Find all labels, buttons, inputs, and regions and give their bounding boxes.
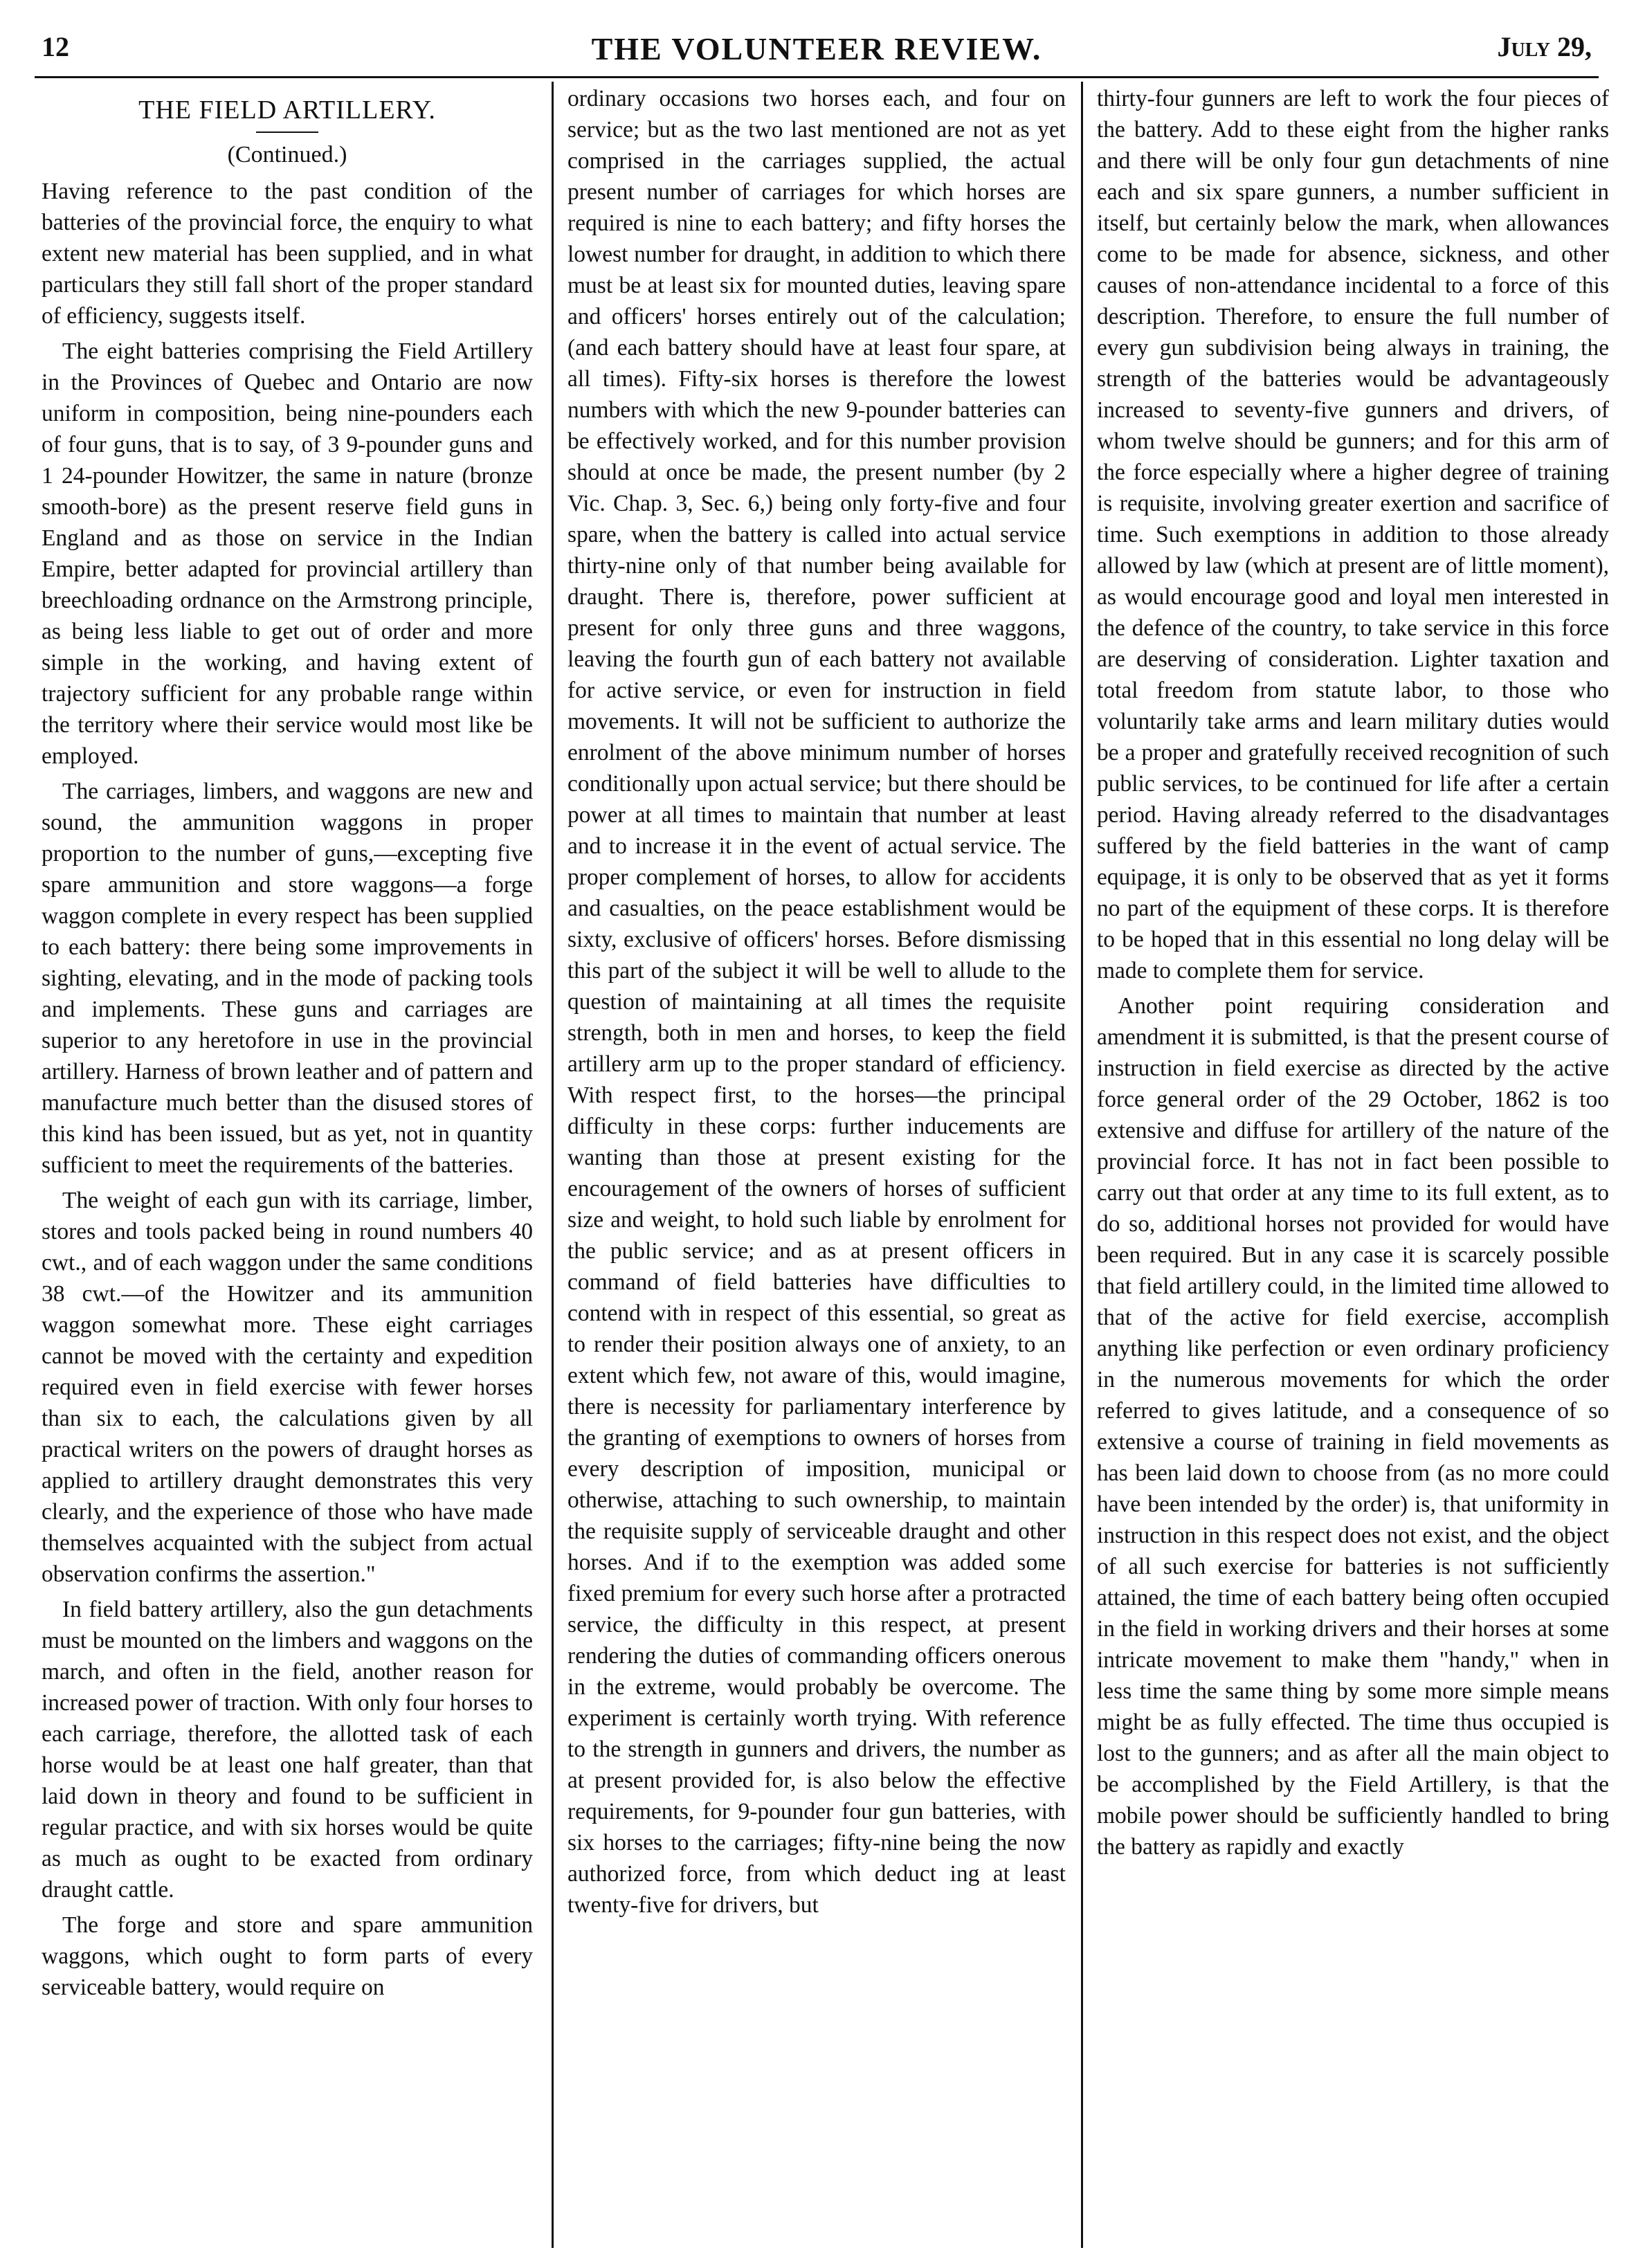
issue-date: July 29, bbox=[1497, 31, 1592, 62]
article-subtitle: (Continued.) bbox=[227, 142, 347, 167]
header-rule bbox=[35, 76, 1599, 78]
paragraph: ordinary occasions two horses each, and four on service; but as the two last mentioned are not as yet comprised in the carriages supplied, the actual present number of carriages for which horses are required is nine to each battery; and fifty horses the lowest number for draught, in addition to which there must be at least six for mounted duties, leaving spare and officers' horses entirely out of the calculation; (and each battery should have at least four spare, at all times). Fifty-six horses is therefore the lowest numbers with which the new 9-pounder batteries can be effectively worked, and for this number provision should at once be made, the present number (by 2 Vic. Chap. 3, Sec. 6,) being only forty-five and four spare, when the battery is called into actual service thirty-nine only of that number being available for draught. There is, therefore, power sufficient at present for only three guns and three waggons, leaving the fourth gun of each battery not available for active service, or even for instruction in field movements. It will not be sufficient to authorize the enrolment of the above minimum number of horses conditionally upon actual service; but there should be power at all times to maintain that number at least and to increase it in the event of actual service. The proper complement of horses, to allow for accidents and casualties, on the peace establishment would be sixty, exclusive of officers' horses. Before dismissing this part of the subject it will be well to allude to the question of maintaining at all times the requisite strength, both in men and horses, to keep the field artillery arm up to the proper standard of efficiency. With respect first, to the horses—the principal difficulty in these corps: further inducements are wanting than those at present existing for the encouragement of the owners of horses of sufficient size and weight, to hold such liable by enrolment for the public service; and as at present officers in command of field batteries have difficulties to contend with in respect of this essential, so great as to render their position always one of anxiety, to an extent which few, not aware of this, would imagine, there is necessity for parliamentary interference by the granting of exemptions to owners of horses from every description of imposition, municipal or otherwise, attaching to such ownership, to maintain the requisite supply of serviceable draught and other horses. And if to the exemption was added some fixed premium for every such horse after a protracted service, the difficulty in this respect, at present rendering the duties of commanding officers onerous in the extreme, would probably be overcome. The experiment is certainly worth trying. With reference to the strength in gunners and drivers, the number as at present provided for, is also below the effective requirements, for 9-pounder four gun batteries, with six horses to the carriages; fifty-nine being the now authorized force, from which deduct ing at least twenty-five for drivers, but bbox=[567, 86, 1066, 1918]
paragraph: The eight batteries comprising the Field Artillery in the Provinces of Quebec and Ontario are now uniform in composition, being nine-pounders each of four guns, that is to say, of 3 9-pounder guns and 1 24-pounder Howitzer, the same in nature (bronze smooth-bore) as the present reserve field guns in England and as those on service in the Indian Empire, better adapted for provincial artillery than breechloading ordnance on the Armstrong principle, as being less liable to get out of order and more simple in the working, and having extent of trajectory sufficient for any probable range within the territory where their service would most like be employed. bbox=[42, 338, 533, 769]
page-header bbox=[42, 30, 1592, 73]
paragraph: thirty-four gunners are left to work the four pieces of the battery. Add to these eight from the higher ranks and there will be only four gun detachments of nine each and six spare gunners, a number sufficient in itself, but certainly below the mark, when allowances come to be made for absence, sickness, and other causes of non-attendance incidental to a force of this description. Therefore, to ensure the full number of every gun subdivision being always in training, the strength of the batteries would be advantageously increased to seventy-five gunners and drivers, of whom twelve should be gunners; and for this arm of the force especially where a higher degree of training is requisite, involving greater exertion and sacrifice of time. Such exemptions in addition to those already allowed by law (which at present are of little moment), as would encourage good and loyal men interested in the defence of the country, to take service in this force are deserving of consideration. Lighter taxation and total freedom from statute labor, to those who voluntarily take arms and learn military duties would be a proper and gratefully received recognition of such public services, to be continued for life after a certain period. Having already referred to the disadvantages suffered by the field batteries in the want of camp equipage, it is only to be observed that as yet it forms no part of the equipment of these corps. It is therefore to be hoped that in this essential no long delay will be made to complete them for service. bbox=[1097, 86, 1609, 983]
paragraph: The weight of each gun with its carriage, limber, stores and tools packed being in round numbers 40 cwt., and of each waggon under the same conditions 38 cwt.—of the Howitzer and its ammunition waggon somewhat more. These eight carriages cannot be moved with the certainty and expedition required even in field exercise with fewer horses than six to each, the calculations given by all practical writers on the powers of draught horses as applied to artillery draught demonstrates this very clearly, and the experience of those who have made themselves acquainted with the subject from actual observation confirms the assertion." bbox=[42, 1188, 533, 1587]
paragraph: In field battery artillery, also the gun detachments must be mounted on the limbers and waggons on the march, and often in the field, another reason for increased power of traction. With only four horses to each carriage, therefore, the allotted task of each horse would be at least one half greater, than that laid down in theory and found to be sufficient in regular practice, and with six horses would be quite as much as ought to be exacted from ordinary draught cattle. bbox=[42, 1597, 533, 1903]
column-2 bbox=[567, 83, 1066, 2242]
paragraph: Having reference to the past condition of the batteries of the provincial force, the enquiry to what extent new material has been supplied, and in what particulars they still fall short of the proper standard of efficiency, suggests itself. bbox=[42, 179, 533, 329]
column-divider bbox=[1081, 82, 1083, 2248]
column-1 bbox=[42, 83, 533, 2242]
publication-title: THE VOLUNTEER REVIEW. bbox=[591, 31, 1042, 66]
title-rule bbox=[256, 131, 318, 133]
paragraph: Another point requiring consideration and amendment it is submitted, is that the present course of instruction in field exercise as directed by the active force general order of the 29 October, 1862 is too extensive and diffuse for artillery of the nature of the provincial force. It has not in fact been possible to carry out that order at any time to its full extent, as to do so, additional horses not provided for would have been required. But in any case it is scarcely possible that field artillery could, in the limited time allowed to that of the active for field exercise, accomplish anything like perfection or even ordinary proficiency in the numerous movements for which the order referred to gives latitude, and a consequence of so extensive a course of training in field movements as has been laid down to choose from (as no more could have been intended by the order) is, that uniformity in instruction in this respect does not exist, and the object of all such exercise for batteries is not sufficiently attained, the time of each battery being often occupied in the field in working drivers and their horses at some intricate movement to make them "handy," when in less time the same thing by some more simple means might be as fully effected. The time thus occupied is lost to the gunners; and as after all the main object to be accomplished by the Field Artillery, is that the mobile power should be sufficiently handled to bring the battery as rapidly and exactly bbox=[1097, 993, 1609, 1860]
page-number: 12 bbox=[42, 31, 69, 62]
article-title: THE FIELD ARTILLERY. bbox=[138, 96, 436, 125]
paragraph: The carriages, limbers, and waggons are new and sound, the ammunition waggons in proper proportion to the number of guns,—excepting five spare ammunition and store waggons—a forge waggon complete in every respect has been supplied to each battery: there being some improvements in sighting, elevating, and in the mode of packing tools and implements. These guns and carriages are superior to any heretofore in use in the provincial artillery. Harness of brown leather and of pattern and manufacture much better than the disused stores of this kind has been issued, but as yet, not in quantity sufficient to meet the requirements of the batteries. bbox=[42, 779, 533, 1178]
column-3 bbox=[1097, 83, 1609, 2242]
column-divider bbox=[552, 82, 554, 2248]
paragraph: The forge and store and spare ammunition waggons, which ought to form parts of every serviceable battery, would require on bbox=[42, 1912, 533, 2000]
